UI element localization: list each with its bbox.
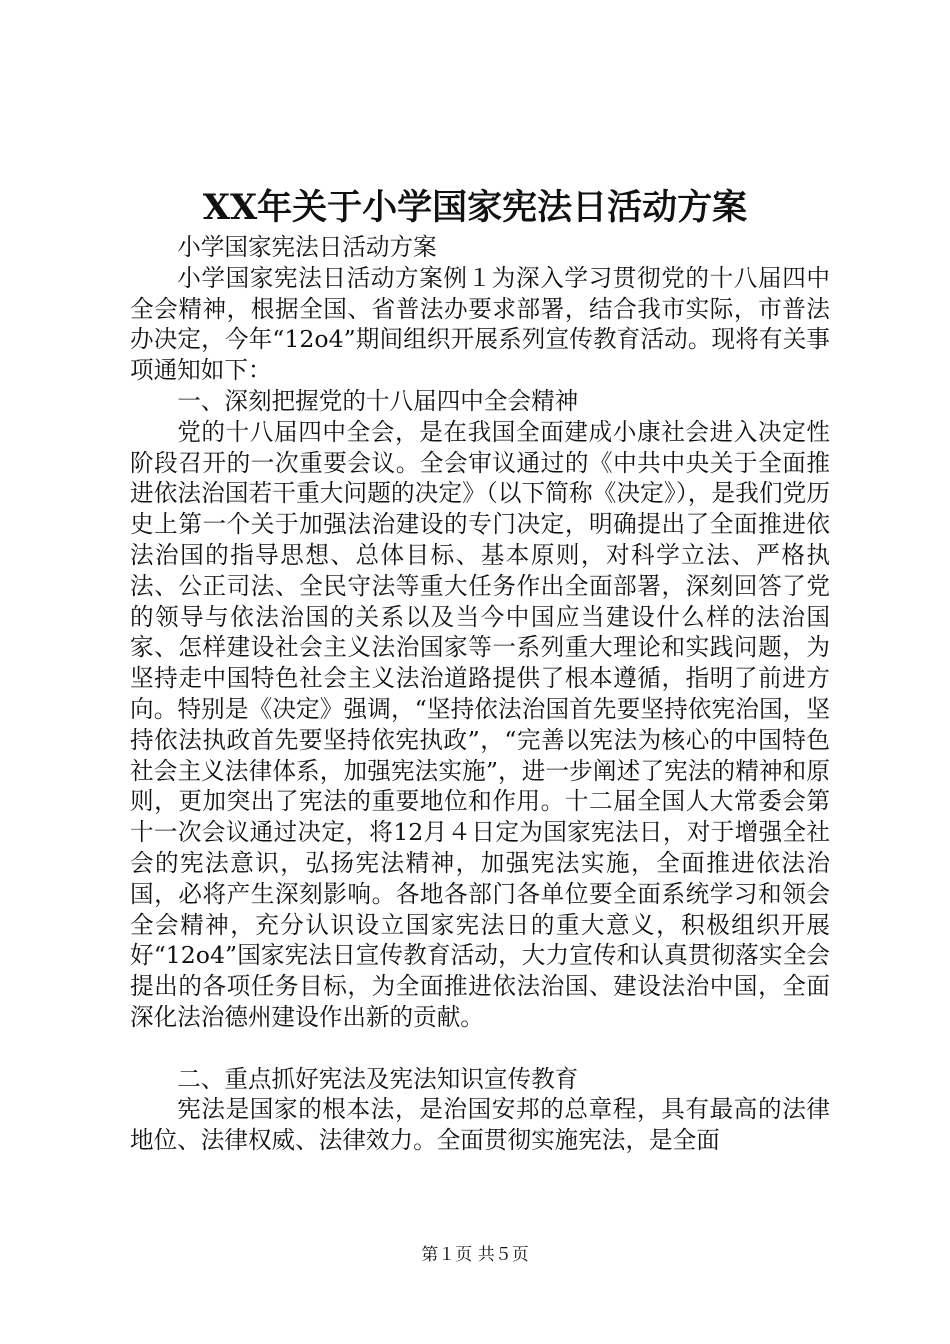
paragraph-intro: 小学国家宪法日活动方案例１为深入学习贯彻党的十八届四中全会精神，根据全国、省普法办要求部署，结合我市实际，市普法办决定，今年“12o4”期间组织开展系列宣传教育活动。现将有关事项通知如下：: [130, 263, 830, 385]
paragraph-section-2: 宪法是国家的根本法，是治国安邦的总章程，具有最高的法律地位、法律权威、法律效力。全面贯彻实施宪法，是全面: [130, 1095, 830, 1155]
section-heading-1: 一、深刻把握党的十八届四中全会精神: [177, 386, 579, 415]
section-heading-2: 二、重点抓好宪法及宪法知识宣传教育: [177, 1064, 579, 1093]
paragraph-section-1: 党的十八届四中全会，是在我国全面建成小康社会进入决定性阶段召开的一次重要会议。全会审议通过的《中共中央关于全面推进依法治国若干重大问题的决定》（以下简称《决定》），是我们党历史上第一个关于加强法治建设的专门决定，明确提出了全面推进依法治国的指导思想、总体目标、基本原则，对科学立法、严格执法、公正司法、全民守法等重大任务作出全面部署，深刻回答了党的领导与依法治国的关系以及当今中国应当建设什么样的法治国家、怎样建设社会主义法治国家等一系列重大理论和实践问题，为坚持走中国特色社会主义法治道路提供了根本遵循，指明了前进方向。特别是《决定》强调，“坚持依法治国首先要坚持依宪治国，坚持依法执政首先要坚持依宪执政”，“完善以宪法为核心的中国特色社会主义法律体系，加强宪法实施”，进一步阐述了宪法的精神和原则，更加突出了宪法的重要地位和作用。十二届全国人大常委会第十一次会议通过决定，将12月４日定为国家宪法日，对于增强全社会的宪法意识，弘扬宪法精神，加强宪法实施，全面推进依法治国，必将产生深刻影响。各地各部门各单位要全面系统学习和领会全会精神，充分认识设立国家宪法日的重大意义，积极组织开展好“12o4”国家宪法日宣传教育活动，大力宣传和认真贯彻落实全会提出的各项任务目标，为全面推进依法治国、建设法治中国，全面深化法治德州建设作出新的贡献。: [130, 417, 830, 1031]
page-footer: 第１页 共５页: [421, 1245, 529, 1265]
paragraph-subtitle: 小学国家宪法日活动方案: [177, 233, 437, 261]
document-body: [130, 232, 830, 1156]
document-title: XX年关于小学国家宪法日活动方案: [202, 187, 748, 228]
